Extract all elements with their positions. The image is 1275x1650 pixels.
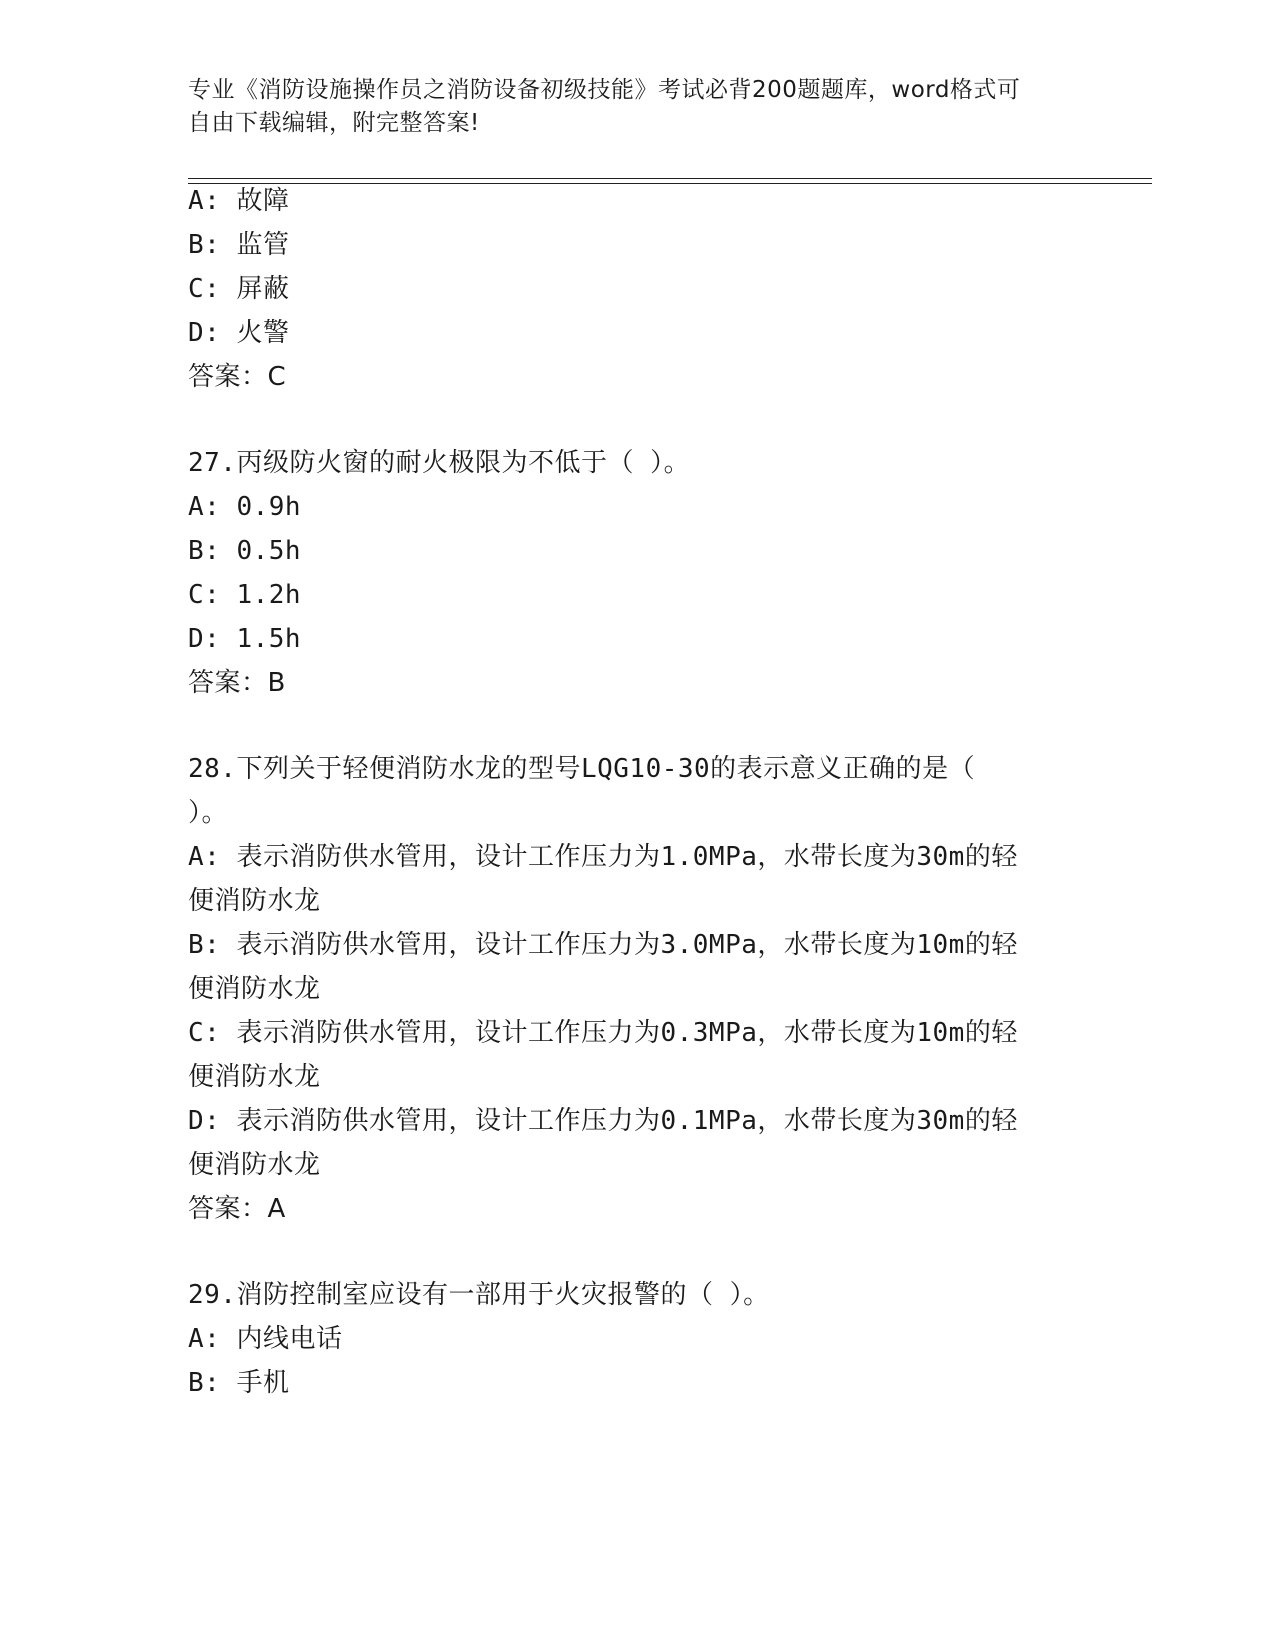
q29-option-b: B: 手机 bbox=[188, 1368, 290, 1398]
q28-option-a-line-2: 便消防水龙 bbox=[188, 886, 321, 916]
q28-question-line-2: ）。 bbox=[188, 798, 229, 828]
header-title-line-1: 专业《消防设施操作员之消防设备初级技能》考试必背200题题库，word格式可 bbox=[188, 77, 1021, 103]
q28-option-b-line-1: B: 表示消防供水管用，设计工作压力为3.0MPa，水带长度为10m的轻 bbox=[188, 930, 1018, 960]
header-divider-bottom bbox=[188, 183, 1152, 184]
q26-option-c: C: 屏蔽 bbox=[188, 274, 290, 304]
q26-option-b: B: 监管 bbox=[188, 230, 290, 260]
q28-option-d-line-1: D: 表示消防供水管用，设计工作压力为0.1MPa，水带长度为30m的轻 bbox=[188, 1106, 1018, 1136]
q28-option-d-line-2: 便消防水龙 bbox=[188, 1150, 321, 1180]
q27-answer: 答案：B bbox=[188, 668, 286, 698]
q27-option-b: B: 0.5h bbox=[188, 536, 302, 566]
q27-question: 27.丙级防火窗的耐火极限为不低于（ ）。 bbox=[188, 448, 691, 478]
header-title-line-2: 自由下载编辑，附完整答案! bbox=[188, 110, 480, 136]
q28-option-b-line-2: 便消防水龙 bbox=[188, 974, 321, 1004]
q29-option-a: A: 内线电话 bbox=[188, 1324, 343, 1354]
q29-question: 29.消防控制室应设有一部用于火灾报警的（ ）。 bbox=[188, 1280, 770, 1310]
q27-option-d: D: 1.5h bbox=[188, 624, 302, 654]
document-header bbox=[188, 74, 1088, 140]
q28-answer: 答案：A bbox=[188, 1194, 286, 1224]
header-divider-top bbox=[188, 178, 1152, 179]
q27-option-c: C: 1.2h bbox=[188, 580, 302, 610]
q28-option-c-line-2: 便消防水龙 bbox=[188, 1062, 321, 1092]
q26-option-a: A: 故障 bbox=[188, 186, 290, 216]
q28-option-c-line-1: C: 表示消防供水管用，设计工作压力为0.3MPa，水带长度为10m的轻 bbox=[188, 1018, 1018, 1048]
q28-option-a-line-1: A: 表示消防供水管用，设计工作压力为1.0MPa，水带长度为30m的轻 bbox=[188, 842, 1018, 872]
q26-option-d: D: 火警 bbox=[188, 318, 290, 348]
q26-answer: 答案：C bbox=[188, 362, 287, 392]
q27-option-a: A: 0.9h bbox=[188, 492, 302, 522]
q28-question-line-1: 28.下列关于轻便消防水龙的型号LQG10-30的表示意义正确的是（ bbox=[188, 754, 976, 784]
